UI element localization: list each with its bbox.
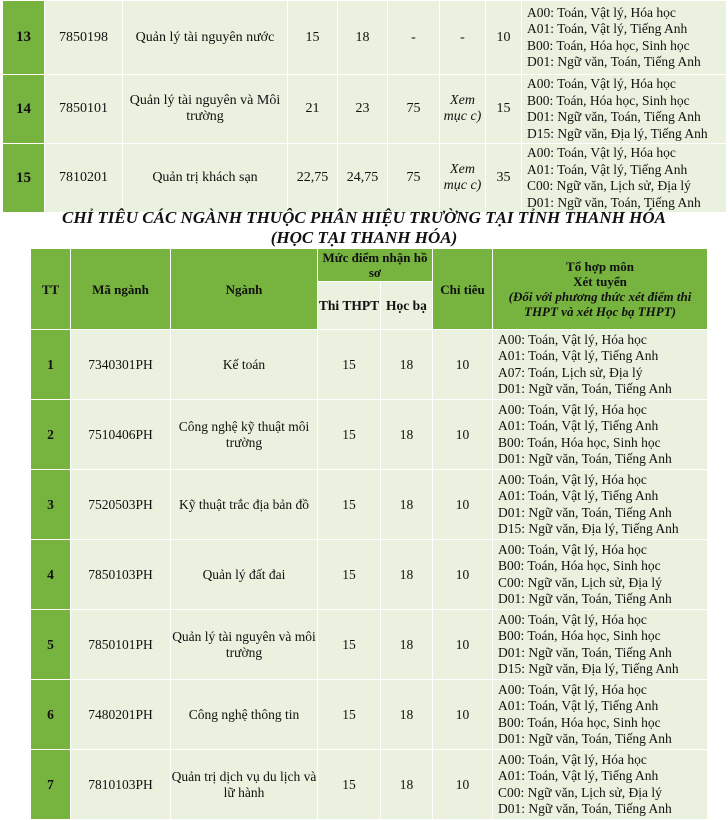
program-name: Quản lý đất đai <box>171 540 318 610</box>
combo-line: C00: Ngữ văn, Lịch sử, Địa lý <box>498 574 662 590</box>
table-row <box>3 144 727 213</box>
combo-line: A00: Toán, Vật lý, Hóa học <box>498 611 647 627</box>
extra-note: Xem mục c) <box>440 75 486 144</box>
combo-line: D01: Ngữ văn, Toán, Tiếng Anh <box>498 801 672 816</box>
combo-line: D01: Ngữ văn, Toán, Tiếng Anh <box>498 381 672 396</box>
header-quota: Chỉ tiêu <box>433 249 493 330</box>
quota: 35 <box>486 144 522 213</box>
section-title: CHỈ TIÊU CÁC NGÀNH THUỘC PHÂN HIỆU TRƯỜNG TẠI TỈNH THANH HÓA <box>62 208 666 227</box>
combo-line: B00: Toán, Hóa học, Sinh học <box>498 434 661 450</box>
extra-score: - <box>388 1 440 75</box>
combo-line: D01: Ngữ văn, Toán, Tiếng Anh <box>498 504 672 520</box>
table-row <box>3 75 727 144</box>
hocba-score: 18 <box>381 610 433 680</box>
row-number: 4 <box>31 540 71 610</box>
program-name: Công nghệ thông tin <box>171 680 318 750</box>
combo-line: D01: Ngữ văn, Toán, Tiếng Anh <box>527 109 701 124</box>
row-number: 5 <box>31 610 71 680</box>
quota: 15 <box>486 75 522 144</box>
subject-combos <box>493 750 708 820</box>
program-name: Quản trị dịch vụ du lịch và lữ hành <box>171 750 318 820</box>
combo-line: A00: Toán, Vật lý, Hóa học <box>498 331 647 347</box>
table-row <box>31 470 708 540</box>
combo-line: A01: Toán, Vật lý, Tiếng Anh <box>498 348 659 363</box>
extra-score: 75 <box>388 75 440 144</box>
header-combo-line2: Xét tuyển <box>573 274 627 289</box>
subject-combos <box>493 610 708 680</box>
combo-line: A01: Toán, Vật lý, Tiếng Anh <box>527 21 688 36</box>
subject-combos <box>522 75 727 144</box>
quota: 10 <box>433 750 493 820</box>
header-thpt: Thi THPT <box>318 282 381 330</box>
row-number: 7 <box>31 750 71 820</box>
row-number: 6 <box>31 680 71 750</box>
hocba-score: 18 <box>338 1 388 75</box>
subject-combos <box>493 330 708 400</box>
subject-combos <box>522 144 727 213</box>
program-code: 7850103PH <box>71 540 171 610</box>
program-code: 7520503PH <box>71 470 171 540</box>
combo-line: A00: Toán, Vật lý, Hóa học <box>527 4 676 20</box>
program-name: Công nghệ kỹ thuật môi trường <box>171 400 318 470</box>
hocba-score: 23 <box>338 75 388 144</box>
table-row <box>3 1 727 75</box>
thpt-score: 15 <box>318 540 381 610</box>
header-hocba: Học bạ <box>381 282 433 330</box>
combo-line: A01: Toán, Vật lý, Tiếng Anh <box>498 418 659 433</box>
combo-line: B00: Toán, Hóa học, Sinh học <box>498 714 661 730</box>
thpt-score: 15 <box>318 330 381 400</box>
header-combos <box>493 249 708 330</box>
combo-line: A00: Toán, Vật lý, Hóa học <box>498 751 647 767</box>
program-code: 7510406PH <box>71 400 171 470</box>
combo-line: D15: Ngữ văn, Địa lý, Tiếng Anh <box>498 661 679 676</box>
program-name: Quản lý tài nguyên và môi trường <box>171 610 318 680</box>
header-tt: TT <box>31 249 71 330</box>
section-subtitle: (HỌC TẠI THANH HÓA) <box>270 228 458 247</box>
combo-line: A01: Toán, Vật lý, Tiếng Anh <box>498 488 659 503</box>
header-combo-note: (Đối với phương thức xét điểm thi THPT và xét Học bạ THPT) <box>508 289 692 319</box>
extra-note: Xem mục c) <box>440 144 486 213</box>
program-code: 7810201 <box>45 144 123 213</box>
thpt-score: 15 <box>318 610 381 680</box>
row-number: 1 <box>31 330 71 400</box>
header-code: Mã ngành <box>71 249 171 330</box>
subject-combos <box>522 1 727 75</box>
combo-line: C00: Ngữ văn, Lịch sử, Địa lý <box>498 784 662 800</box>
combo-line: D01: Ngữ văn, Toán, Tiếng Anh <box>527 54 701 69</box>
combo-line: D01: Ngữ văn, Toán, Tiếng Anh <box>498 731 672 746</box>
program-code: 7850198 <box>45 1 123 75</box>
quota: 10 <box>433 540 493 610</box>
quota: 10 <box>433 680 493 750</box>
program-code: 7850101PH <box>71 610 171 680</box>
row-number: 14 <box>3 75 45 144</box>
header-score-group: Mức điểm nhận hồ sơ <box>318 249 433 282</box>
combo-line: A00: Toán, Vật lý, Hóa học <box>498 401 647 417</box>
program-name: Quản lý tài nguyên nước <box>123 1 288 75</box>
subject-combos <box>493 680 708 750</box>
thpt-score: 22,75 <box>288 144 338 213</box>
header-combo-line1: Tổ hợp môn <box>566 259 634 274</box>
subject-combos <box>493 540 708 610</box>
hocba-score: 18 <box>381 750 433 820</box>
quota: 10 <box>433 330 493 400</box>
quota: 10 <box>433 610 493 680</box>
program-code: 7480201PH <box>71 680 171 750</box>
combo-line: D15: Ngữ văn, Địa lý, Tiếng Anh <box>527 125 708 141</box>
combo-line: B00: Toán, Hóa học, Sinh học <box>498 628 661 643</box>
hocba-score: 18 <box>381 540 433 610</box>
combo-line: A01: Toán, Vật lý, Tiếng Anh <box>527 161 688 177</box>
combo-line: A00: Toán, Vật lý, Hóa học <box>527 145 676 160</box>
row-number: 2 <box>31 400 71 470</box>
thpt-score: 15 <box>288 1 338 75</box>
combo-line: A00: Toán, Vật lý, Hóa học <box>498 471 647 487</box>
combo-line: A00: Toán, Vật lý, Hóa học <box>498 681 647 697</box>
combo-line: A07: Toán, Lịch sử, Địa lý <box>498 364 643 380</box>
quota: 10 <box>433 400 493 470</box>
combo-line: B00: Toán, Hóa học, Sinh học <box>498 558 661 573</box>
combo-line: D01: Ngữ văn, Toán, Tiếng Anh <box>498 451 672 466</box>
thpt-score: 15 <box>318 470 381 540</box>
row-number: 3 <box>31 470 71 540</box>
combo-line: A01: Toán, Vật lý, Tiếng Anh <box>498 768 659 783</box>
combo-line: A01: Toán, Vật lý, Tiếng Anh <box>498 698 659 713</box>
combo-line: C00: Ngữ văn, Lịch sử, Địa lý <box>527 178 691 193</box>
combo-line: D01: Ngữ văn, Toán, Tiếng Anh <box>527 194 701 210</box>
subject-combos <box>493 400 708 470</box>
combo-line: D15: Ngữ văn, Địa lý, Tiếng Anh <box>498 521 679 536</box>
program-name: Kế toán <box>171 330 318 400</box>
table-row <box>31 330 708 400</box>
thpt-score: 15 <box>318 680 381 750</box>
row-number: 15 <box>3 144 45 213</box>
extra-note: - <box>440 1 486 75</box>
program-code: 7340301PH <box>71 330 171 400</box>
table-row <box>31 750 708 820</box>
table-row <box>31 680 708 750</box>
hocba-score: 18 <box>381 330 433 400</box>
hocba-score: 24,75 <box>338 144 388 213</box>
combo-line: D01: Ngữ văn, Toán, Tiếng Anh <box>498 591 672 606</box>
header-name: Ngành <box>171 249 318 330</box>
combo-line: A00: Toán, Vật lý, Hóa học <box>527 76 676 91</box>
program-name: Kỹ thuật trắc địa bản đồ <box>171 470 318 540</box>
subject-combos <box>493 470 708 540</box>
quota: 10 <box>486 1 522 75</box>
row-number: 13 <box>3 1 45 75</box>
program-code: 7810103PH <box>71 750 171 820</box>
quota-table <box>30 248 708 820</box>
thpt-score: 15 <box>318 400 381 470</box>
combo-line: B00: Toán, Hóa học, Sinh học <box>527 92 690 108</box>
program-name: Quản lý tài nguyên và Môi trường <box>123 75 288 144</box>
table-row <box>31 610 708 680</box>
program-code: 7850101 <box>45 75 123 144</box>
top-table <box>2 0 727 213</box>
hocba-score: 18 <box>381 400 433 470</box>
program-name: Quản trị khách sạn <box>123 144 288 213</box>
table-row <box>31 400 708 470</box>
quota: 10 <box>433 470 493 540</box>
hocba-score: 18 <box>381 470 433 540</box>
table-row <box>31 540 708 610</box>
thpt-score: 15 <box>318 750 381 820</box>
thpt-score: 21 <box>288 75 338 144</box>
hocba-score: 18 <box>381 680 433 750</box>
header-row <box>31 249 708 282</box>
combo-line: A00: Toán, Vật lý, Hóa học <box>498 541 647 557</box>
combo-line: B00: Toán, Hóa học, Sinh học <box>527 37 690 53</box>
combo-line: D01: Ngữ văn, Toán, Tiếng Anh <box>498 644 672 660</box>
extra-score: 75 <box>388 144 440 213</box>
